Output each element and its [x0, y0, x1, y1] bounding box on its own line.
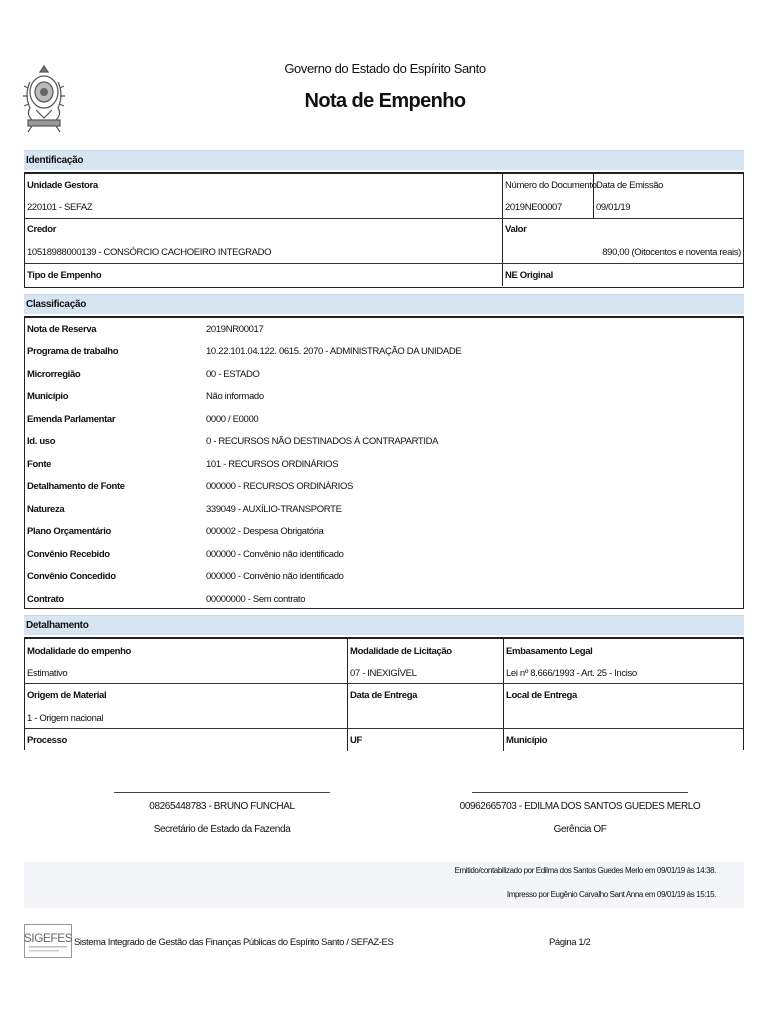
classificacao-row-value: 0000 / E0000: [206, 414, 259, 425]
section-header-detalhamento: Detalhamento: [24, 615, 744, 635]
government-heading: Governo do Estado do Espírito Santo: [284, 61, 486, 76]
classificacao-row-label: Convênio Concedido: [27, 571, 116, 582]
classificacao-row-value: 0 - RECURSOS NÃO DESTINADOS À CONTRAPARTIDA: [206, 436, 439, 447]
modalidade-licitacao-value: 07 - INEXIGÍVEL: [350, 668, 417, 679]
classificacao-row-label: Id. uso: [27, 436, 56, 447]
signer-left-role: Secretário de Estado da Fazenda: [153, 824, 291, 835]
numero-documento-value: 2019NE00007: [505, 202, 562, 213]
local-entrega-label: Local de Entrega: [506, 690, 577, 701]
classificacao-row-value: 2019NR00017: [206, 324, 264, 335]
identificacao-box: [24, 172, 744, 288]
valor-value: 890,00 (Oitocentos e noventa reais): [602, 247, 741, 258]
classificacao-row-value: 00 - ESTADO: [206, 369, 260, 380]
classificacao-row-value: 10.22.101.04.122. 0615. 2070 - ADMINISTRAÇÃO DA UNIDADE: [206, 346, 462, 357]
detalhamento-box: [24, 637, 744, 750]
numero-documento-label: Número do Documento: [505, 180, 597, 191]
impresso-info: Impresso por Eugênio Carvalho Sant Anna em 09/01/19 às 15:15.: [506, 890, 716, 899]
section-header-identificacao: Identificação: [24, 150, 744, 170]
classificacao-row-value: Não informado: [206, 391, 264, 402]
embasamento-legal-value: Lei nº 8.666/1993 - Art. 25 - Inciso: [506, 668, 637, 679]
tipo-empenho-label: Tipo de Empenho: [27, 270, 102, 281]
sigefes-logo-text: SIGEFES: [24, 931, 72, 945]
classificacao-row-value: 000002 - Despesa Obrigatória: [206, 526, 324, 537]
classificacao-row-label: Plano Orçamentário: [27, 526, 111, 537]
classificacao-row-value: 00000000 - Sem contrato: [206, 594, 306, 605]
signature-line-right: [472, 792, 688, 793]
municipio-label: Município: [506, 735, 548, 746]
classificacao-row-label: Convênio Recebido: [27, 549, 110, 560]
classificacao-row-label: Contrato: [27, 594, 64, 605]
classificacao-row-label: Fonte: [27, 459, 52, 470]
section-header-classificacao: Classificação: [24, 294, 744, 314]
modalidade-empenho-label: Modalidade do empenho: [27, 646, 132, 657]
credor-value: 10518988000139 - CONSÓRCIO CACHOEIRO INTEGRADO: [27, 247, 272, 258]
unidade-gestora-label: Unidade Gestora: [27, 180, 98, 191]
ne-original-label: NE Original: [505, 270, 553, 281]
processo-label: Processo: [27, 735, 67, 746]
classificacao-row-label: Nota de Reserva: [27, 324, 97, 335]
classificacao-row-value: 000000 - Convênio não identificado: [206, 549, 344, 560]
signature-line-left: [114, 792, 330, 793]
classificacao-row-value: 101 - RECURSOS ORDINÁRIOS: [206, 459, 339, 470]
classificacao-row-label: Programa de trabalho: [27, 346, 119, 357]
embasamento-legal-label: Embasamento Legal: [506, 646, 593, 657]
data-emissao-value: 09/01/19: [596, 202, 631, 213]
modalidade-empenho-value: Estimativo: [27, 668, 68, 679]
system-name: Sistema Integrado de Gestão das Finanças Públicas do Espírito Santo / SEFAZ-ES: [74, 937, 394, 948]
classificacao-row-value: 000000 - RECURSOS ORDINÁRIOS: [206, 481, 353, 492]
classificacao-row-label: Município: [27, 391, 69, 402]
footer-info-band: [24, 862, 744, 908]
classificacao-row-value: 339049 - AUXÍLIO-TRANSPORTE: [206, 504, 342, 515]
signer-right-name: 00962665703 - EDILMA DOS SANTOS GUEDES MERLO: [459, 801, 701, 812]
page-number: Página 1/2: [549, 937, 591, 948]
classificacao-box: [24, 316, 744, 609]
uf-label: UF: [350, 735, 362, 746]
classificacao-row-value: 000000 - Convênio não identificado: [206, 571, 344, 582]
classificacao-row-label: Emenda Parlamentar: [27, 414, 116, 425]
sigefes-logo: [24, 924, 72, 958]
modalidade-licitacao-label: Modalidade de Licitação: [350, 646, 452, 657]
classificacao-row-label: Microrregião: [27, 369, 81, 380]
classificacao-row-label: Detalhamento de Fonte: [27, 481, 125, 492]
page-title: Nota de Empenho: [304, 90, 466, 112]
signer-left-name: 08265448783 - BRUNO FUNCHAL: [149, 801, 295, 812]
signer-right-role: Gerência OF: [553, 824, 607, 835]
credor-label: Credor: [27, 224, 57, 235]
valor-label: Valor: [505, 224, 527, 235]
origem-material-value: 1 - Origem nacional: [27, 713, 104, 724]
origem-material-label: Origem de Material: [27, 690, 107, 701]
unidade-gestora-value: 220101 - SEFAZ: [27, 202, 93, 213]
data-emissao-label: Data de Emissão: [596, 180, 664, 191]
data-entrega-label: Data de Entrega: [350, 690, 418, 701]
classificacao-row-label: Natureza: [27, 504, 65, 515]
emitido-info: Emitido/contabilizado por Edilma dos Santos Guedes Merlo em 09/01/19 às 14:38.: [454, 866, 716, 875]
